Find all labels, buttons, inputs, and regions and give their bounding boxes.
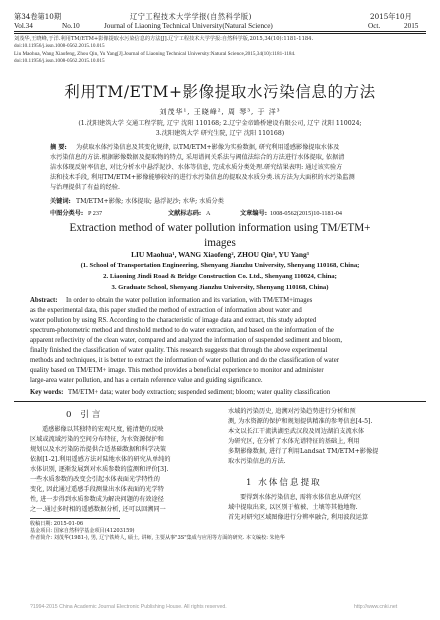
abstract-en-line: spectrum-photometric method and threshold method to do water extraction, and based on the information of the: [30, 327, 334, 334]
body-line: 域中提取出来, 以区别于植被、土壤等其他地物.: [228, 504, 358, 511]
body-line: 之一.通过多时相的遥感数据分析, 还可以回溯同一: [30, 506, 166, 513]
abstract-en-line: finally finished the classification of water quality. This research suggests that through the above experimental: [30, 347, 328, 354]
abstract-en-line: water pollution by using RS. According to the characteristic of image data and extract, this study adopted: [30, 317, 317, 324]
footnote-received: 收稿日期: 2015-01-06: [30, 521, 84, 527]
body-line: 本文以长江干流洪湖至武汉段及周边湖泊支流水体: [228, 428, 365, 435]
body-line: 规划以及水污染防治提供合适基础数据和科学决策: [30, 446, 167, 453]
authors-en: LIU Maohua¹, WANG Xiaofeng², ZHOU Qin³, YU Yang³: [131, 250, 309, 259]
abstract-en-line: methods and techniques, it is better to extract the information of water pollution and do the classification of water: [30, 357, 339, 364]
abstract-en-line: apparent reflectivity of the clean water, compared and analyzed the information of suspended sediment and bloom,: [30, 337, 343, 344]
body-line: 依据[1-2].利用遥感方法对陆地水体的研究从单纯的: [30, 456, 171, 463]
abstract-cn-label: 摘 要:: [50, 144, 67, 151]
abstract-cn-line: 水污染信息的方法.根据影像数据及提取物的特点, 采用谱间关系法与阈值法综合的方法进行水体提取, 依据清: [50, 154, 345, 161]
keywords-cn-label: 关键词:: [50, 198, 71, 205]
copyright-watermark: ?1994-2015 China Academic Journal Electronic Publishing House. All rights reserved.: [30, 604, 227, 610]
body-line: 测, 为水资源的保护和规划提供精准的参考信息[4-5].: [228, 418, 373, 425]
body-line: 水体识别, 逐渐发展到对水质参数的监测和评价[3].: [30, 466, 169, 473]
header-rule-top: [14, 31, 426, 32]
abstract-en-line: large-area water pollution, and has a certain reference value and guiding significance.: [30, 377, 263, 384]
keywords-cn: TM/ETM+影像; 水体提取; 悬浮泥沙; 水华; 水质分类: [76, 198, 224, 205]
article-id: 1008-0562(2015)10-1181-04: [270, 210, 342, 217]
header-volume-cn: 第34卷第10期: [14, 12, 62, 21]
abstract-cn-line: 洁水体现反射率信息, 对比分析水中悬浮泥沙、水体等信息, 完成水质分类处理.研究结果表明: 通过该实验方: [50, 164, 343, 171]
article-title-en: Extraction method of water pollution information using TM/ETM+: [69, 222, 371, 234]
body-line: 遥感影像以其独特的宏观尺度, 能清楚的反映: [42, 426, 164, 433]
section-title-introduction: 0 引言: [66, 410, 104, 420]
body-line: 取水污染信息的方法.: [228, 458, 286, 465]
article-title-en: images: [204, 237, 236, 249]
article-title-cn: 利用TM/ETM+影像提取水污染信息的方法: [64, 83, 376, 101]
body-line: 要得到水体污染信息, 需将水体信息从研究区: [240, 494, 362, 501]
header-journal-cn: 辽宁工程技术大学学报(自然科学版): [130, 12, 252, 21]
abstract-cn-line: 为获取水体污染信息及其变化规律, 以TM/ETM+影像为实验数据, 研究利用遥感影像提取水体及: [76, 144, 340, 151]
body-line: 水域的污染历史, 追溯对污染趋势进行分析和预: [228, 408, 356, 415]
cnki-url[interactable]: http://www.cnki.net: [354, 604, 398, 610]
article-id-label: 文章编号:: [240, 210, 268, 217]
header-journal-en: Journal of Liaoning Technical University(Natural Science): [104, 22, 273, 30]
affiliation-en: 3. Graduate School, Shenyang Jianzhu University, Shenyang 110168, China): [111, 284, 329, 291]
citation-line: doi:10.11956/j.issn.1008-0562.2015.10.015: [14, 43, 105, 49]
abstract-en-line: quality based on TM/ETM+ image. This method provides a beneficial experience to monitor and administer: [30, 367, 324, 374]
body-line: 首先对研究区域图像进行分辨率融合, 利用波段运算: [228, 514, 369, 521]
header-month-en: Oct.: [368, 22, 381, 30]
citation-line: doi:10.11956/j.issn.1008-0562.2015.10.015: [14, 58, 105, 64]
header-date-cn: 2015年10月: [370, 12, 412, 21]
body-line: 区域或流域污染的空间分布特征, 为水资源保护和: [30, 436, 164, 443]
header-year-en: 2015: [404, 22, 419, 30]
body-line: 一些水质参数的改变会引起水体表面光学特性的: [30, 476, 160, 483]
body-line: 性, 进一步得到水质参数成为解决问题的有效途径: [30, 496, 164, 503]
clc-number: P 237: [88, 210, 103, 217]
footnote-author: 作者简介: 刘茂华(1981-), 男, 辽宁铁岭人, 硕士, 讲师, 主要从事"3S"集成与应用等方面的研究. 本文编校: 朱艳华: [30, 535, 285, 541]
abstract-en-label: Abstract:: [30, 297, 58, 304]
section-title-water-extraction: 1 水体信息提取: [246, 478, 322, 488]
body-line: 为研究区, 在分析了水体光谱特征的基础上, 利用: [228, 438, 360, 445]
citation-line: Liu Maohua, Wang Xiaofeng, Zhou Qin, Yu Yang[J].Journal of Liaoning Technical University:Natural Science,2015,34(10):1181-1184.: [14, 51, 296, 57]
body-line: 多期影像数据, 进行了利用Landsat TM/ETM+影像提: [228, 448, 379, 455]
abstract-en-line: In order to obtain the water pollution information and its variation, with TM/ETM+images: [66, 297, 313, 304]
citation-line: 刘茂华,王晓峰,于洋.利用TM/ETM+影像提取水污染信息的方法[J].辽宁工程技术大学学报:自然科学版,2015,34(10):1181-1184.: [14, 36, 314, 42]
header-number-en: No.10: [62, 22, 80, 30]
clc-label: 中图分类号:: [50, 210, 84, 217]
keywords-en-label: Key words:: [30, 389, 64, 396]
affiliation-en: 2. Liaoning Jindi Road & Bridge Construction Co. Ltd., Shenyang 110024, China;: [103, 273, 337, 280]
affiliation-cn: (1.沈阳建筑大学 交通工程学院, 辽宁 沈阳 110168; 2.辽宁金帝路桥建设有限公司, 辽宁 沈阳 110024;: [78, 120, 362, 127]
abstract-en-line: as the experimental data, this paper studied the method of extraction of information about water and: [30, 307, 302, 314]
header-rule-bottom: [14, 33, 426, 34]
affiliation-en: (1. School of Transportation Engineering, Shenyang Jianzhu University, Shenyang 110168, China;: [80, 262, 360, 269]
body-line: 变化, 因此通过遥感手段测量出水体表面的光学特: [30, 486, 164, 493]
footnote-funding: 基金项目: 国家自然科学基金项目(41203159): [30, 528, 135, 534]
header-volume-en: Vol.34: [14, 22, 33, 30]
abstract-cn-line: 与治理提供了有益的经验.: [50, 184, 121, 191]
abstract-cn-line: 法和技术手段, 利用TM/ETM+影像能够较好的进行水污染信息的提取及水质分类.该方法为大面积的水污染监测: [50, 174, 355, 181]
authors-cn: 刘茂华¹, 王晓峰², 周 琴³, 于 洋³: [159, 108, 281, 116]
footnote-rule: [30, 518, 120, 519]
keywords-en: TM/ETM+ data; water body extraction; suspended sediment; bloom; water quality classification: [68, 389, 331, 396]
affiliation-cn: 3.沈阳建筑大学 研究生院, 辽宁 沈阳 110168): [155, 130, 285, 137]
abstract-separator: [14, 401, 426, 402]
doc-code-label: 文献标志码:: [168, 210, 202, 217]
doc-code: A: [206, 210, 211, 217]
